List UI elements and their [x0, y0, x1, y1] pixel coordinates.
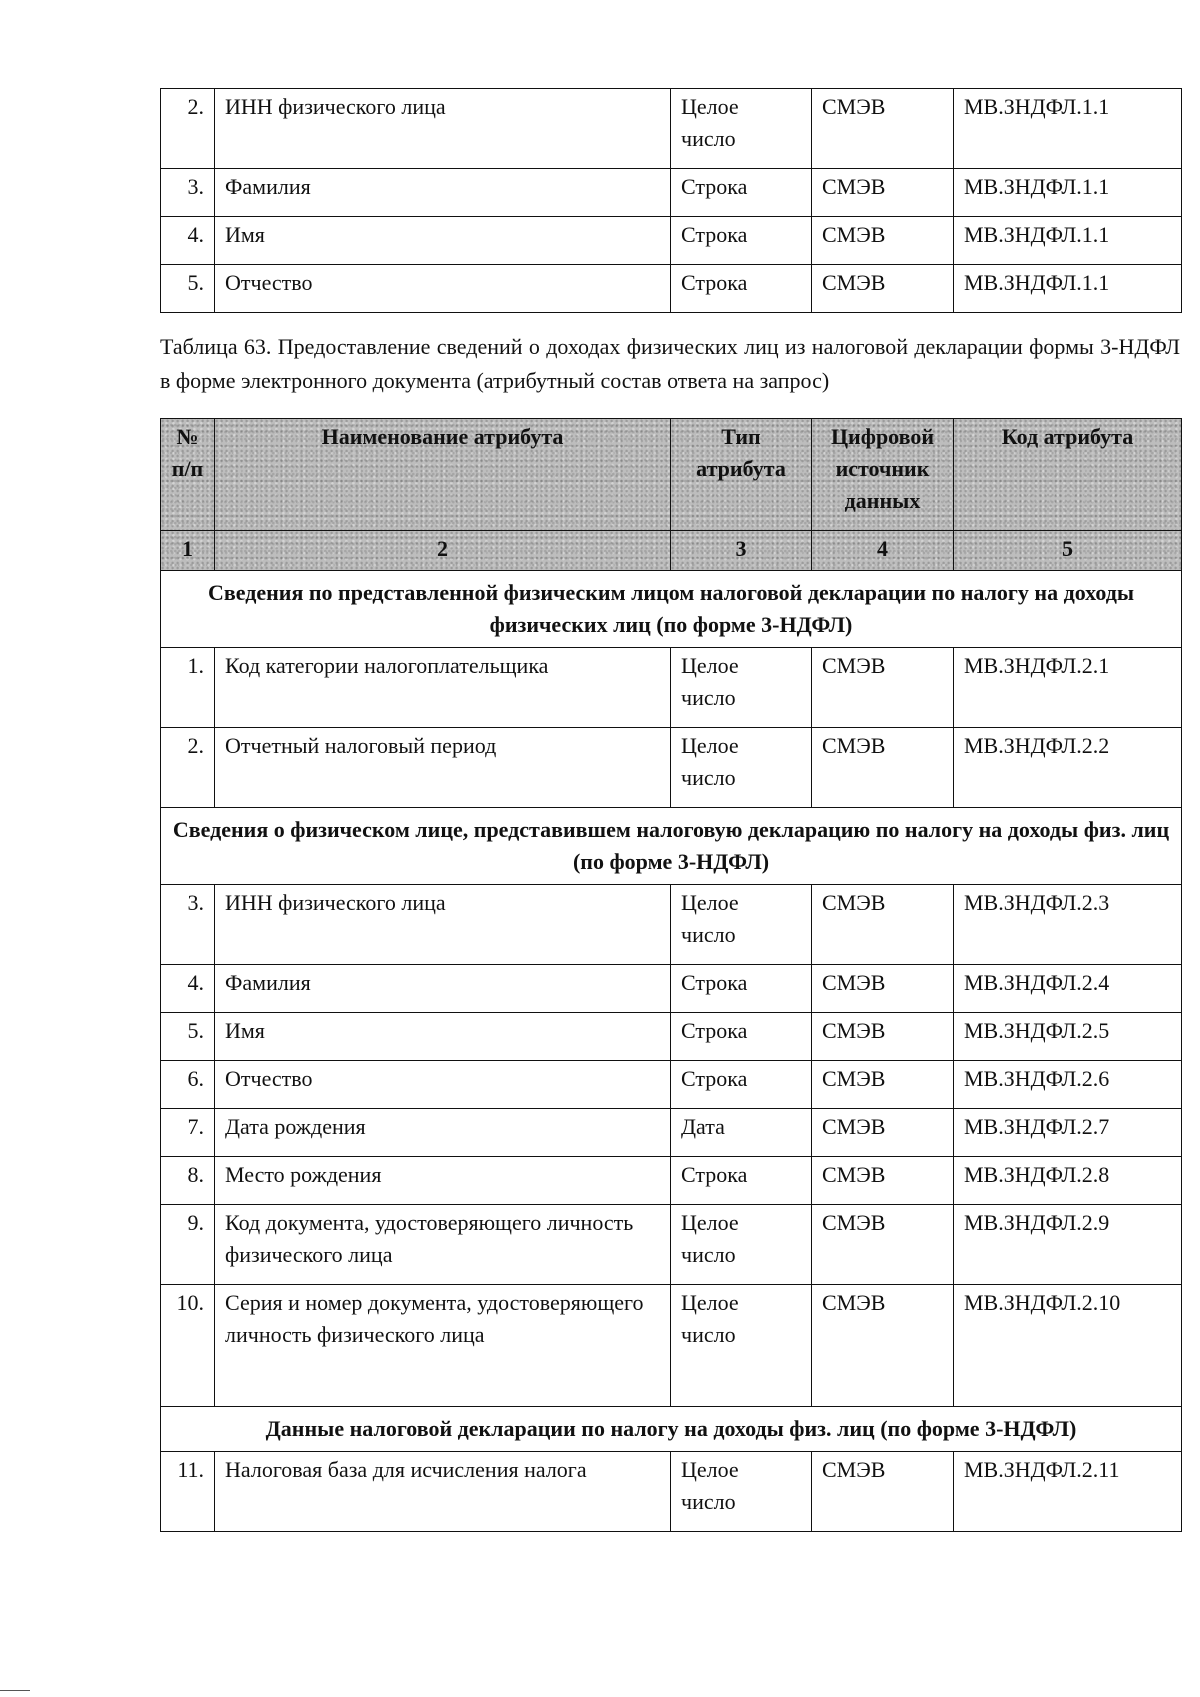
section-title: Сведения о физическом лице, представившем налоговую декларацию по налогу на доходы физ. лиц (по форме 3-НДФЛ)	[161, 808, 1182, 885]
attribute-code: МВ.ЗНДФЛ.2.6	[954, 1061, 1182, 1109]
attribute-name: ИНН физического лица	[215, 89, 671, 169]
attribute-code: МВ.ЗНДФЛ.2.4	[954, 965, 1182, 1013]
data-source: СМЭВ	[812, 1285, 954, 1407]
table-63	[160, 418, 1182, 1532]
data-source: СМЭВ	[812, 1013, 954, 1061]
header-col-number: 3	[671, 531, 812, 571]
row-number: 1.	[161, 648, 215, 728]
section-title: Данные налоговой декларации по налогу на доходы физ. лиц (по форме 3-НДФЛ)	[161, 1407, 1182, 1452]
header-col-number: 1	[161, 531, 215, 571]
header-source: Цифровой источник данных	[812, 419, 954, 531]
header-type: Тип атрибута	[671, 419, 812, 531]
attribute-type: Целое число	[671, 885, 812, 965]
attribute-name: Имя	[215, 217, 671, 265]
row-number: 3.	[161, 885, 215, 965]
attribute-name: Имя	[215, 1013, 671, 1061]
attribute-type: Строка	[671, 965, 812, 1013]
attribute-type: Строка	[671, 1013, 812, 1061]
continuation-table	[160, 88, 1182, 313]
row-number: 9.	[161, 1205, 215, 1285]
attribute-code: МВ.ЗНДФЛ.1.1	[954, 89, 1182, 169]
table-body	[161, 571, 1182, 1532]
data-source: СМЭВ	[812, 885, 954, 965]
row-number: 7.	[161, 1109, 215, 1157]
table-row	[161, 169, 1182, 217]
header-col-number: 2	[215, 531, 671, 571]
table-row	[161, 965, 1182, 1013]
row-number: 5.	[161, 265, 215, 313]
row-number: 2.	[161, 728, 215, 808]
attribute-type: Строка	[671, 169, 812, 217]
table-row	[161, 728, 1182, 808]
scan-edge-mark	[0, 1690, 30, 1691]
attribute-type: Строка	[671, 1061, 812, 1109]
row-number: 11.	[161, 1452, 215, 1532]
attribute-name: ИНН физического лица	[215, 885, 671, 965]
table-row	[161, 89, 1182, 169]
attribute-name: Код категории налогоплательщика	[215, 648, 671, 728]
attribute-type: Целое число	[671, 89, 812, 169]
data-source: СМЭВ	[812, 89, 954, 169]
attribute-name: Налоговая база для исчисления налога	[215, 1452, 671, 1532]
attribute-name: Место рождения	[215, 1157, 671, 1205]
attribute-type: Целое число	[671, 1285, 812, 1407]
continuation-table-body	[161, 89, 1182, 313]
header-num: № п/п	[161, 419, 215, 531]
attribute-code: МВ.ЗНДФЛ.1.1	[954, 169, 1182, 217]
row-number: 4.	[161, 217, 215, 265]
attribute-code: МВ.ЗНДФЛ.2.2	[954, 728, 1182, 808]
table-row	[161, 265, 1182, 313]
table-row	[161, 1013, 1182, 1061]
row-number: 3.	[161, 169, 215, 217]
table-caption: Таблица 63. Предоставление сведений о доходах физических лиц из налоговой декларации формы 3-НДФЛ в форме электронного документа (атрибутный состав ответа на запрос)	[160, 334, 1180, 393]
table-row	[161, 1285, 1182, 1407]
attribute-name: Отчество	[215, 1061, 671, 1109]
attribute-code: МВ.ЗНДФЛ.2.9	[954, 1205, 1182, 1285]
attribute-type: Целое число	[671, 1205, 812, 1285]
section-row	[161, 1407, 1182, 1452]
data-source: СМЭВ	[812, 1109, 954, 1157]
attribute-name: Отчетный налоговый период	[215, 728, 671, 808]
attribute-type: Целое число	[671, 1452, 812, 1532]
row-number: 6.	[161, 1061, 215, 1109]
table-row	[161, 1061, 1182, 1109]
section-row	[161, 571, 1182, 648]
data-source: СМЭВ	[812, 648, 954, 728]
attribute-code: МВ.ЗНДФЛ.1.1	[954, 265, 1182, 313]
table-row	[161, 1452, 1182, 1532]
row-number: 10.	[161, 1285, 215, 1407]
table-row	[161, 217, 1182, 265]
row-number: 8.	[161, 1157, 215, 1205]
attribute-code: МВ.ЗНДФЛ.2.11	[954, 1452, 1182, 1532]
section-title: Сведения по представленной физическим лицом налоговой декларации по налогу на доходы физических лиц (по форме 3-НДФЛ)	[161, 571, 1182, 648]
header-col-number: 4	[812, 531, 954, 571]
data-source: СМЭВ	[812, 1157, 954, 1205]
table-row	[161, 885, 1182, 965]
attribute-name: Отчество	[215, 265, 671, 313]
attribute-name: Фамилия	[215, 965, 671, 1013]
attribute-code: МВ.ЗНДФЛ.2.1	[954, 648, 1182, 728]
data-source: СМЭВ	[812, 965, 954, 1013]
data-source: СМЭВ	[812, 728, 954, 808]
row-number: 4.	[161, 965, 215, 1013]
attribute-type: Строка	[671, 265, 812, 313]
attribute-code: МВ.ЗНДФЛ.1.1	[954, 217, 1182, 265]
row-number: 2.	[161, 89, 215, 169]
attribute-name: Код документа, удостоверяющего личность физического лица	[215, 1205, 671, 1285]
row-number: 5.	[161, 1013, 215, 1061]
table-header	[161, 419, 1182, 571]
attribute-type: Дата	[671, 1109, 812, 1157]
data-source: СМЭВ	[812, 1061, 954, 1109]
attribute-code: МВ.ЗНДФЛ.2.7	[954, 1109, 1182, 1157]
attribute-code: МВ.ЗНДФЛ.2.3	[954, 885, 1182, 965]
attribute-type: Целое число	[671, 728, 812, 808]
table-row	[161, 1109, 1182, 1157]
table-row	[161, 1157, 1182, 1205]
attribute-name: Фамилия	[215, 169, 671, 217]
attribute-code: МВ.ЗНДФЛ.2.8	[954, 1157, 1182, 1205]
data-source: СМЭВ	[812, 265, 954, 313]
data-source: СМЭВ	[812, 1205, 954, 1285]
data-source: СМЭВ	[812, 1452, 954, 1532]
attribute-name: Серия и номер документа, удостоверяющего личность физического лица	[215, 1285, 671, 1407]
header-col-number: 5	[954, 531, 1182, 571]
data-source: СМЭВ	[812, 217, 954, 265]
attribute-type: Строка	[671, 217, 812, 265]
attribute-type: Строка	[671, 1157, 812, 1205]
data-source: СМЭВ	[812, 169, 954, 217]
section-row	[161, 808, 1182, 885]
table-row	[161, 1205, 1182, 1285]
header-name: Наименование атрибута	[215, 419, 671, 531]
attribute-type: Целое число	[671, 648, 812, 728]
attribute-name: Дата рождения	[215, 1109, 671, 1157]
table-row	[161, 648, 1182, 728]
header-code: Код атрибута	[954, 419, 1182, 531]
attribute-code: МВ.ЗНДФЛ.2.10	[954, 1285, 1182, 1407]
attribute-code: МВ.ЗНДФЛ.2.5	[954, 1013, 1182, 1061]
